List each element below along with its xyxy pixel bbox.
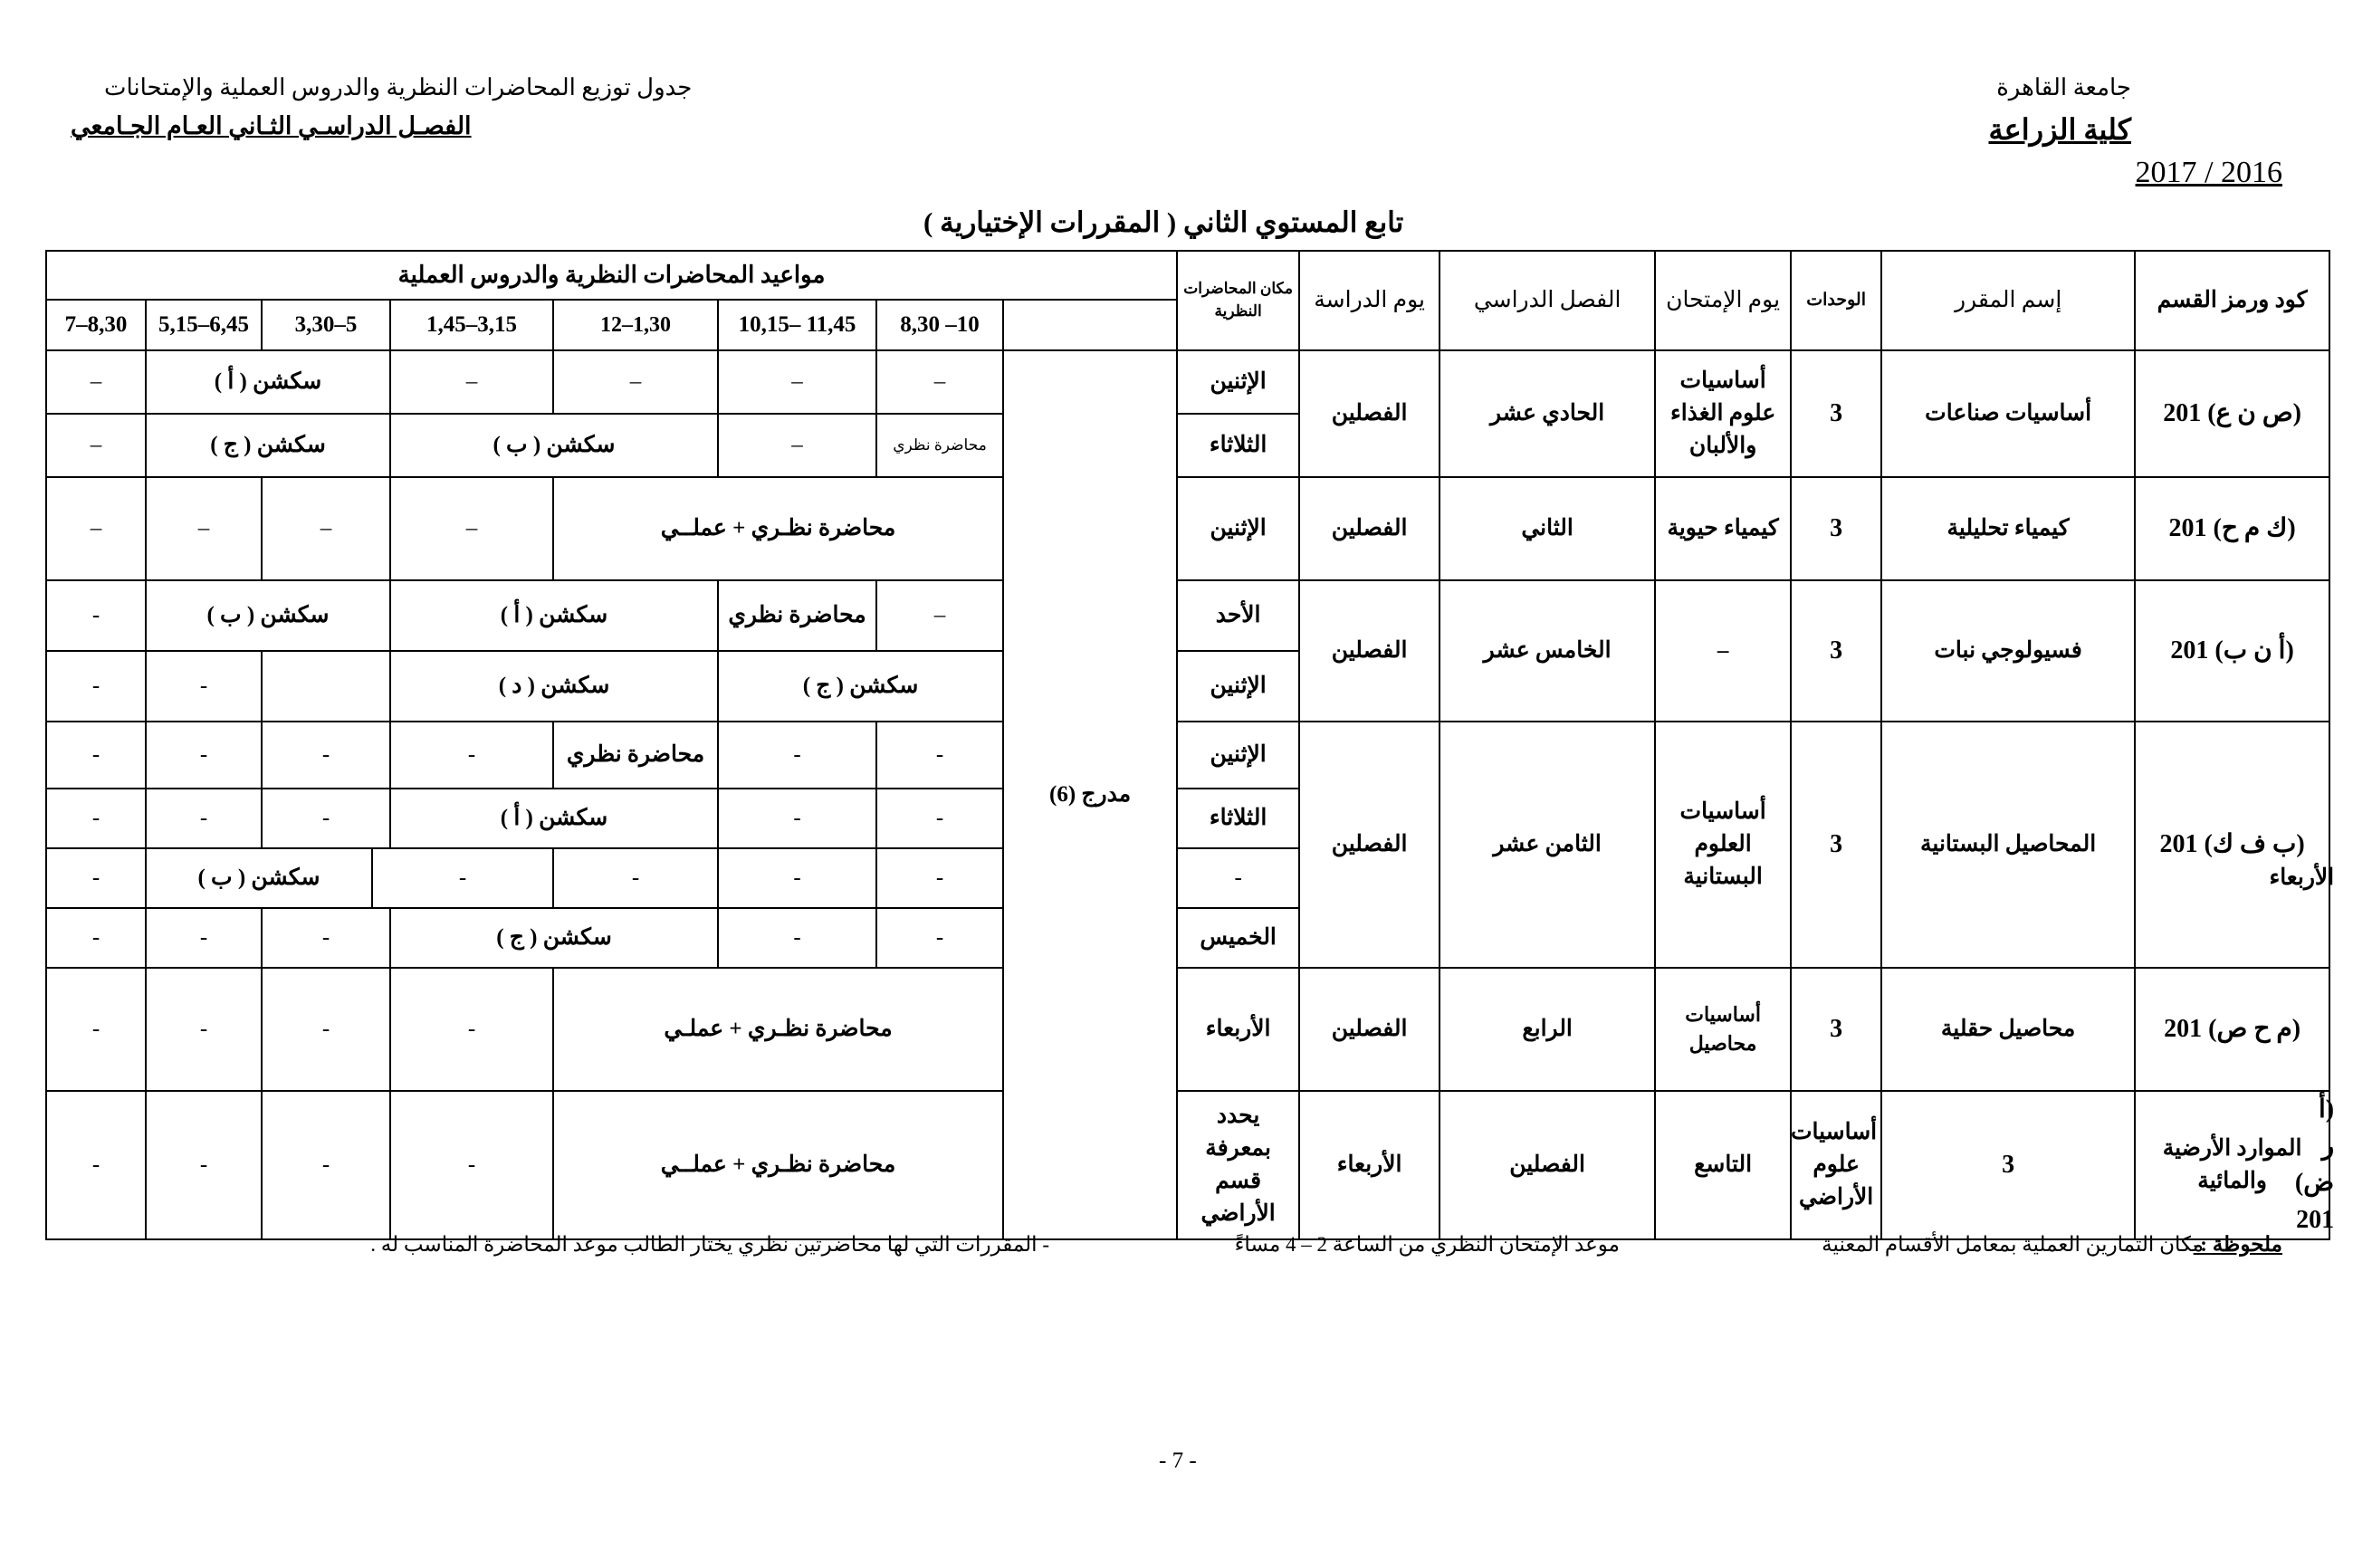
study-day: الأربعاء [1299,1091,1440,1239]
study-day: الثلاثاء [1177,414,1299,477]
exam-day-header: يوم الإمتحان [1655,251,1791,350]
session-cell: – [718,414,876,477]
semester-cell: الفصلين [1299,968,1440,1091]
session-cell: سكشن ( أ ) [390,580,718,651]
semester-cell: الفصلين [1299,350,1440,477]
session-cell: – [46,414,146,477]
exam-day-cell: الثامن عشر [1440,722,1655,968]
exam-day-cell: الحادي عشر [1440,350,1655,477]
session-cell: – [553,350,718,414]
session-cell: محاضرة نظـري + عملــي [553,1091,1003,1239]
session-cell: - [1177,848,1299,908]
note-label: ملحوظة :- [2193,1233,2282,1256]
study-day: الأحد [1177,580,1299,651]
session-cell: سكشن ( ب ) [390,414,718,477]
exam-day-cell: التاسع [1655,1091,1791,1239]
table-row [46,968,2329,1091]
timeslot-6: 5,15–6,45 [146,300,262,350]
study-day: الأربعاء [1177,968,1299,1091]
table-row [46,722,2329,789]
session-cell: - [718,908,876,968]
units-cell: 3 [1791,350,1881,477]
page-number: - 7 - [1159,1448,1197,1473]
units-cell: 3 [1791,968,1881,1091]
session-cell: - [718,848,876,908]
table-row [46,580,2329,651]
prereq-cell: أساسيات محاصيل [1655,968,1791,1091]
prereq-cell: أساسيات علوم الأراضي [1791,1091,1881,1239]
units-cell: 3 [1791,477,1881,580]
session-cell: - [46,651,146,722]
note-lab-location: مكان التمارين العملية بمعامل الأقسام المعنية [1822,1233,2204,1256]
exam-day-cell: الخامس عشر [1440,580,1655,722]
course-code: (ص ن ع) 201 [2135,350,2329,477]
session-cell: - [718,722,876,789]
session-cell: محاضرة نظري [553,722,718,789]
study-day: الإثنين [1177,651,1299,722]
semester-cell: الفصلين [1299,722,1440,968]
schedule-header: مواعيد المحاضرات النظرية والدروس العملية [46,251,1177,300]
course-code-header: كود ورمز القسم [2135,251,2329,350]
session-cell: - [390,1091,553,1239]
session-cell: - [46,580,146,651]
semester-header: الفصل الدراسي [1440,251,1655,350]
session-cell: – [146,477,262,580]
session-cell: سكشن ( ج ) [390,908,718,968]
study-day: الإثنين [1177,477,1299,580]
session-cell: محاضرة نظـري + عملــي [553,477,1003,580]
session-cell: – [46,477,146,580]
session-cell: – [390,477,553,580]
session-cell: سكشن ( أ ) [390,789,718,848]
session-cell: - [262,789,390,848]
session-cell: - [146,651,262,722]
session-cell: محاضرة نظري [718,580,876,651]
semester-cell: الفصلين [1440,1091,1655,1239]
session-cell: - [876,848,1003,908]
session-cell: - [46,1091,146,1239]
session-cell: - [146,789,262,848]
schedule-table [45,250,2335,1240]
timeslot-5: 3,30–5 [262,300,390,350]
faculty-name: كلية الزراعة [1988,113,2131,146]
session-cell: – [876,350,1003,414]
course-name: كيمياء تحليلية [1881,477,2135,580]
timeslot-2: 10,15– 11,45 [718,300,876,350]
exam-day-cell: الرابع [1440,968,1655,1091]
session-cell [262,651,390,722]
session-cell: - [262,722,390,789]
table-row: - - - - محاضرة نظـري + عملــي يحدد بمعرفة قسم الأراضي الأربعاء الفصلين التاسع أساسيات علوم الأراضي 3 الموارد الأرضية والمائية (أ ر ض) 201 [46,1091,2329,1239]
session-cell: - [876,789,1003,848]
session-cell: سكشن ( ج ) [146,414,390,477]
session-cell: - [146,722,262,789]
study-day: الخميس [1177,908,1299,968]
session-cell: سكشن ( ب ) [146,580,390,651]
schedule-title: جدول توزيع المحاضرات النظرية والدروس العملية والإمتحانات [104,74,693,100]
course-name: محاصيل حقلية [1881,968,2135,1091]
units-header: الوحدات [1791,251,1881,350]
session-cell: - [390,722,553,789]
session-cell: - [146,1091,262,1239]
prereq-cell: – [1655,580,1791,722]
session-cell: - [262,908,390,968]
session-cell: - [372,848,553,908]
study-day: الإثنين [1177,722,1299,789]
timeslot-7: 7–8,30 [46,300,146,350]
session-cell: سكشن ( د ) [390,651,718,722]
session-cell: سكشن ( أ ) [146,350,390,414]
timeslot-3: 12–1,30 [553,300,718,350]
session-cell: سكشن ( ب ) [146,848,372,908]
session-cell: - [553,848,718,908]
course-code: (ك م ح) 201 [2135,477,2329,580]
semester-cell: الفصلين [1299,580,1440,722]
course-name: أساسيات صناعات [1881,350,2135,477]
exam-day-cell: الثاني [1440,477,1655,580]
session-cell: سكشن ( ج ) [718,651,1003,722]
course-name: المحاصيل البستانية [1881,722,2135,968]
table-row [46,350,2329,414]
table-row [46,477,2329,580]
timeslot-4: 1,45–3,15 [390,300,553,350]
session-cell: - [46,722,146,789]
course-code: (أ ن ب) 201 [2135,580,2329,722]
note-exam-time: موعد الإمتحان النظري من الساعة 2 – 4 مساءً [1234,1233,1620,1256]
university-name: جامعة القاهرة [1996,74,2131,100]
session-cell: - [262,1091,390,1239]
session-cell: – [262,477,390,580]
session-cell: – [390,350,553,414]
units-cell: 3 [1791,580,1881,722]
session-cell: - [262,968,390,1091]
session-cell: - [46,908,146,968]
prereq-cell: أساسيات علوم الغذاء والألبان [1655,350,1791,477]
session-cell: – [876,580,1003,651]
session-cell: - [718,789,876,848]
semester-cell: الفصلين [1299,477,1440,580]
header-row [46,251,2329,300]
session-cell: - [876,722,1003,789]
session-cell: - [46,968,146,1091]
prereq-cell: أساسيات العلوم البستانية [1655,722,1791,968]
course-name: فسيولوجي نبات [1881,580,2135,722]
session-cell: - [146,968,262,1091]
session-cell: محاضرة نظـري + عملـي [553,968,1003,1091]
units-cell: 3 [1791,722,1881,968]
location-header: مكان المحاضرات النظرية [1177,251,1299,350]
course-code: (ب ف ك) 201 [2135,722,2329,968]
academic-year: 2017 / 2016 [2135,156,2282,189]
location-cell: يحدد بمعرفة قسم الأراضي [1177,1091,1299,1239]
session-cell: - [390,968,553,1091]
semester-label: الفصـل الدراسـي الثـاني العـام الجـامعي [71,112,472,139]
prereq-cell: كيمياء حيوية [1655,477,1791,580]
study-day: الثلاثاء [1177,789,1299,848]
session-cell: - [46,848,146,908]
course-name: الموارد الأرضية والمائية [2135,1091,2329,1239]
course-code: (م ح ص) 201 [2135,968,2329,1091]
table-row: - سكشن ( ب ) - - - - - الأربعاء [46,848,2329,908]
study-day-header: يوم الدراسة [1299,251,1440,350]
units-cell: 3 [1881,1091,2135,1239]
study-day: الإثنين [1177,350,1299,414]
session-cell: محاضرة نظري [876,414,1003,477]
session-cell: – [718,350,876,414]
session-cell: - [46,789,146,848]
table-title: تابع المستوي الثاني ( المقررات الإختيارية ) [923,206,1404,238]
session-cell: – [46,350,146,414]
session-cell: - [146,908,262,968]
timeslot-1: 8,30 –10 [876,300,1003,350]
session-cell: - [876,908,1003,968]
course-name-header: إسم المقرر [1881,251,2135,350]
location-cell: مدرج (6) [1003,350,1177,1239]
note-lecture-choice: - المقررات التي لها محاضرتين نظري يختار الطالب موعد المحاضرة المناسب له . [370,1233,1049,1256]
